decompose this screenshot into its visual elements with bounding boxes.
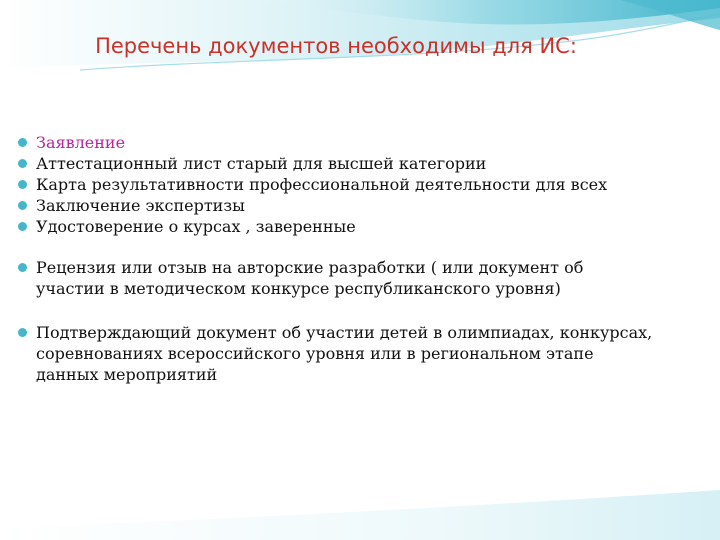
bullet-icon — [18, 263, 27, 272]
list-item-text: Удостоверение о курсах , заверенные — [36, 217, 356, 236]
list-item-text: Рецензия или отзыв на авторские разработки ( или документ об участии в методическом конкурсе республиканского уровня) — [36, 258, 584, 298]
list-item — [16, 153, 656, 174]
list-item — [16, 195, 656, 216]
bullet-icon — [18, 328, 27, 337]
list-item — [16, 132, 656, 153]
bullet-icon — [18, 138, 27, 147]
footer-wave-decoration — [0, 470, 720, 540]
list-item-text: Карта результативности профессиональной деятельности для всех — [36, 175, 608, 194]
list-item — [16, 216, 656, 237]
bullet-icon — [18, 201, 27, 210]
list-item-text: Заключение экспертизы — [36, 196, 245, 215]
slide-title: Перечень документов необходимы для ИС: — [95, 34, 577, 58]
list-item-text: Аттестационный лист старый для высшей категории — [36, 154, 487, 173]
bullet-icon — [18, 180, 27, 189]
bullet-icon — [18, 222, 27, 231]
document-list — [16, 132, 656, 385]
list-item-text: Заявление — [36, 133, 126, 152]
bullet-icon — [18, 159, 27, 168]
list-item — [16, 257, 656, 299]
list-item — [16, 174, 656, 195]
list-item-text: Подтверждающий документ об участии детей в олимпиадах, конкурсах, соревнованиях всероссийского уровня или в региональном этапе данных мероприятий — [36, 323, 653, 384]
list-item — [16, 322, 656, 385]
